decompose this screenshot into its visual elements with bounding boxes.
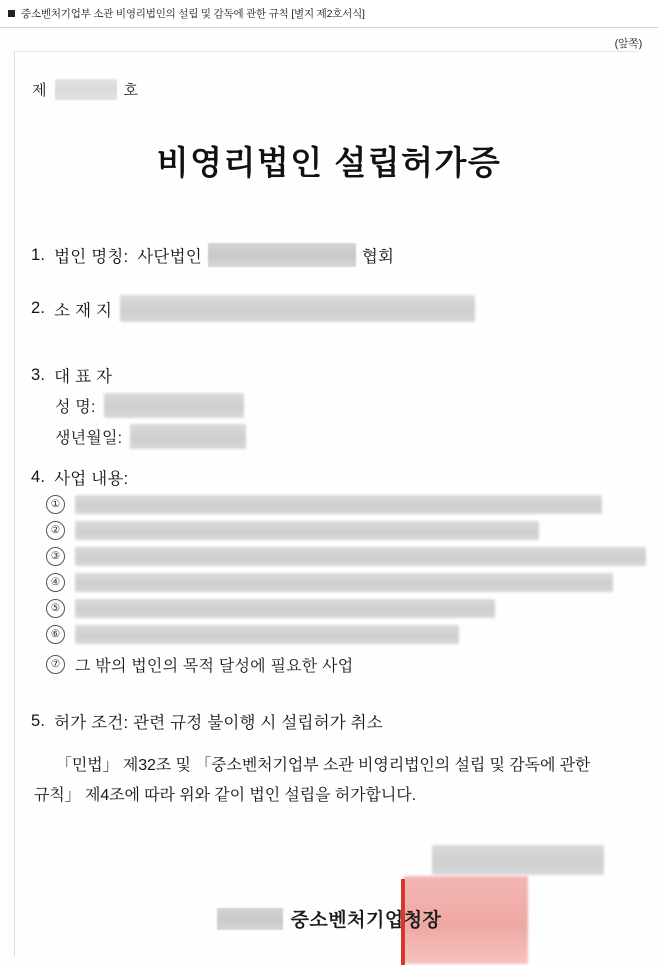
field-representative: [31, 363, 112, 387]
list-item-number: ⑦: [46, 655, 65, 674]
list-item-number: ④: [46, 573, 65, 592]
redacted-business-item-1: [75, 495, 602, 514]
redacted-certificate-number: [55, 79, 117, 100]
field-address-label: 소 재 지: [54, 301, 113, 320]
field-business-scope-number: 4.: [31, 467, 46, 486]
redacted-representative-birthdate: [130, 424, 246, 449]
field-corporation-name: [31, 243, 394, 267]
list-item-number: ⑤: [46, 599, 65, 618]
field-address: [31, 295, 475, 322]
signature-area: [0, 823, 658, 965]
list-item-number: ⑥: [46, 625, 65, 644]
list-item: [46, 596, 646, 620]
field-corporation-name-number: 1.: [31, 245, 46, 264]
redacted-issuer-prefix: [217, 908, 283, 930]
page-top-divider: [0, 27, 658, 28]
field-business-scope: [31, 465, 128, 489]
business-item-7-text: 그 밖의 법인의 목적 달성에 필요한 사업: [75, 657, 354, 675]
legal-basis-line-1: 「민법」 제32조 및 「중소벤처기업부 소관 비영리법인의 설립 및 감독에 관한: [56, 757, 591, 774]
certificate-number-line: [32, 79, 139, 100]
list-item: [46, 652, 646, 676]
issuer-title: 중소벤처기업청장: [290, 910, 442, 931]
redacted-address: [120, 295, 475, 322]
field-permit-condition-number: 5.: [31, 711, 46, 730]
page-title: 비영리법인 설립허가증: [156, 144, 502, 181]
document-form-header: [0, 0, 658, 26]
legal-basis-line-2: 규칙」 제4조에 따라 위와 같이 법인 설립을 허가합니다.: [34, 787, 416, 804]
field-business-scope-label: 사업 내용:: [54, 470, 129, 488]
legal-basis-paragraph: [34, 751, 624, 811]
certificate-page: [0, 27, 658, 965]
list-item-number: ②: [46, 521, 65, 540]
field-representative-birthdate: [55, 424, 246, 449]
list-item: [46, 518, 646, 542]
field-corporation-name-label: 법인 명칭:: [54, 248, 129, 266]
field-representative-name: [55, 393, 244, 418]
certificate-number-suffix: 호: [123, 82, 139, 99]
list-item: [46, 492, 646, 516]
field-representative-number: 3.: [31, 365, 46, 384]
redacted-corporation-name: [208, 243, 356, 267]
list-item-number: ③: [46, 547, 65, 566]
redacted-business-item-5: [75, 599, 495, 618]
field-permit-condition-label: 허가 조건: 관련 규정 불이행 시 설립허가 취소: [54, 714, 383, 732]
business-items-list: [46, 492, 646, 678]
issuer-line: [0, 905, 658, 932]
page-side-note: (앞쪽): [614, 38, 642, 50]
field-corporation-name-prefix: 사단법인: [137, 248, 202, 266]
square-bullet-icon: [8, 10, 15, 17]
certificate-number-prefix: 제: [32, 82, 48, 99]
list-item: [46, 570, 646, 594]
field-corporation-name-suffix: 협회: [361, 248, 395, 266]
field-address-number: 2.: [31, 299, 46, 317]
redacted-representative-name: [104, 393, 244, 418]
list-item: [46, 544, 646, 568]
field-representative-birthdate-label: 생년월일:: [55, 430, 123, 447]
field-permit-condition: [31, 709, 383, 733]
redacted-business-item-3: [75, 547, 646, 566]
redacted-business-item-2: [75, 521, 539, 540]
redacted-business-item-4: [75, 573, 613, 592]
field-representative-label: 대 표 자: [54, 368, 113, 386]
list-item-number: ①: [46, 495, 65, 514]
list-item: [46, 622, 646, 646]
form-reference-text: 중소벤처기업부 소관 비영리법인의 설립 및 감독에 관한 규칙 [별지 제2호서식]: [21, 7, 365, 20]
redacted-business-item-6: [75, 625, 459, 644]
redacted-issue-date: [432, 845, 604, 875]
field-representative-name-label: 성 명:: [55, 399, 96, 416]
